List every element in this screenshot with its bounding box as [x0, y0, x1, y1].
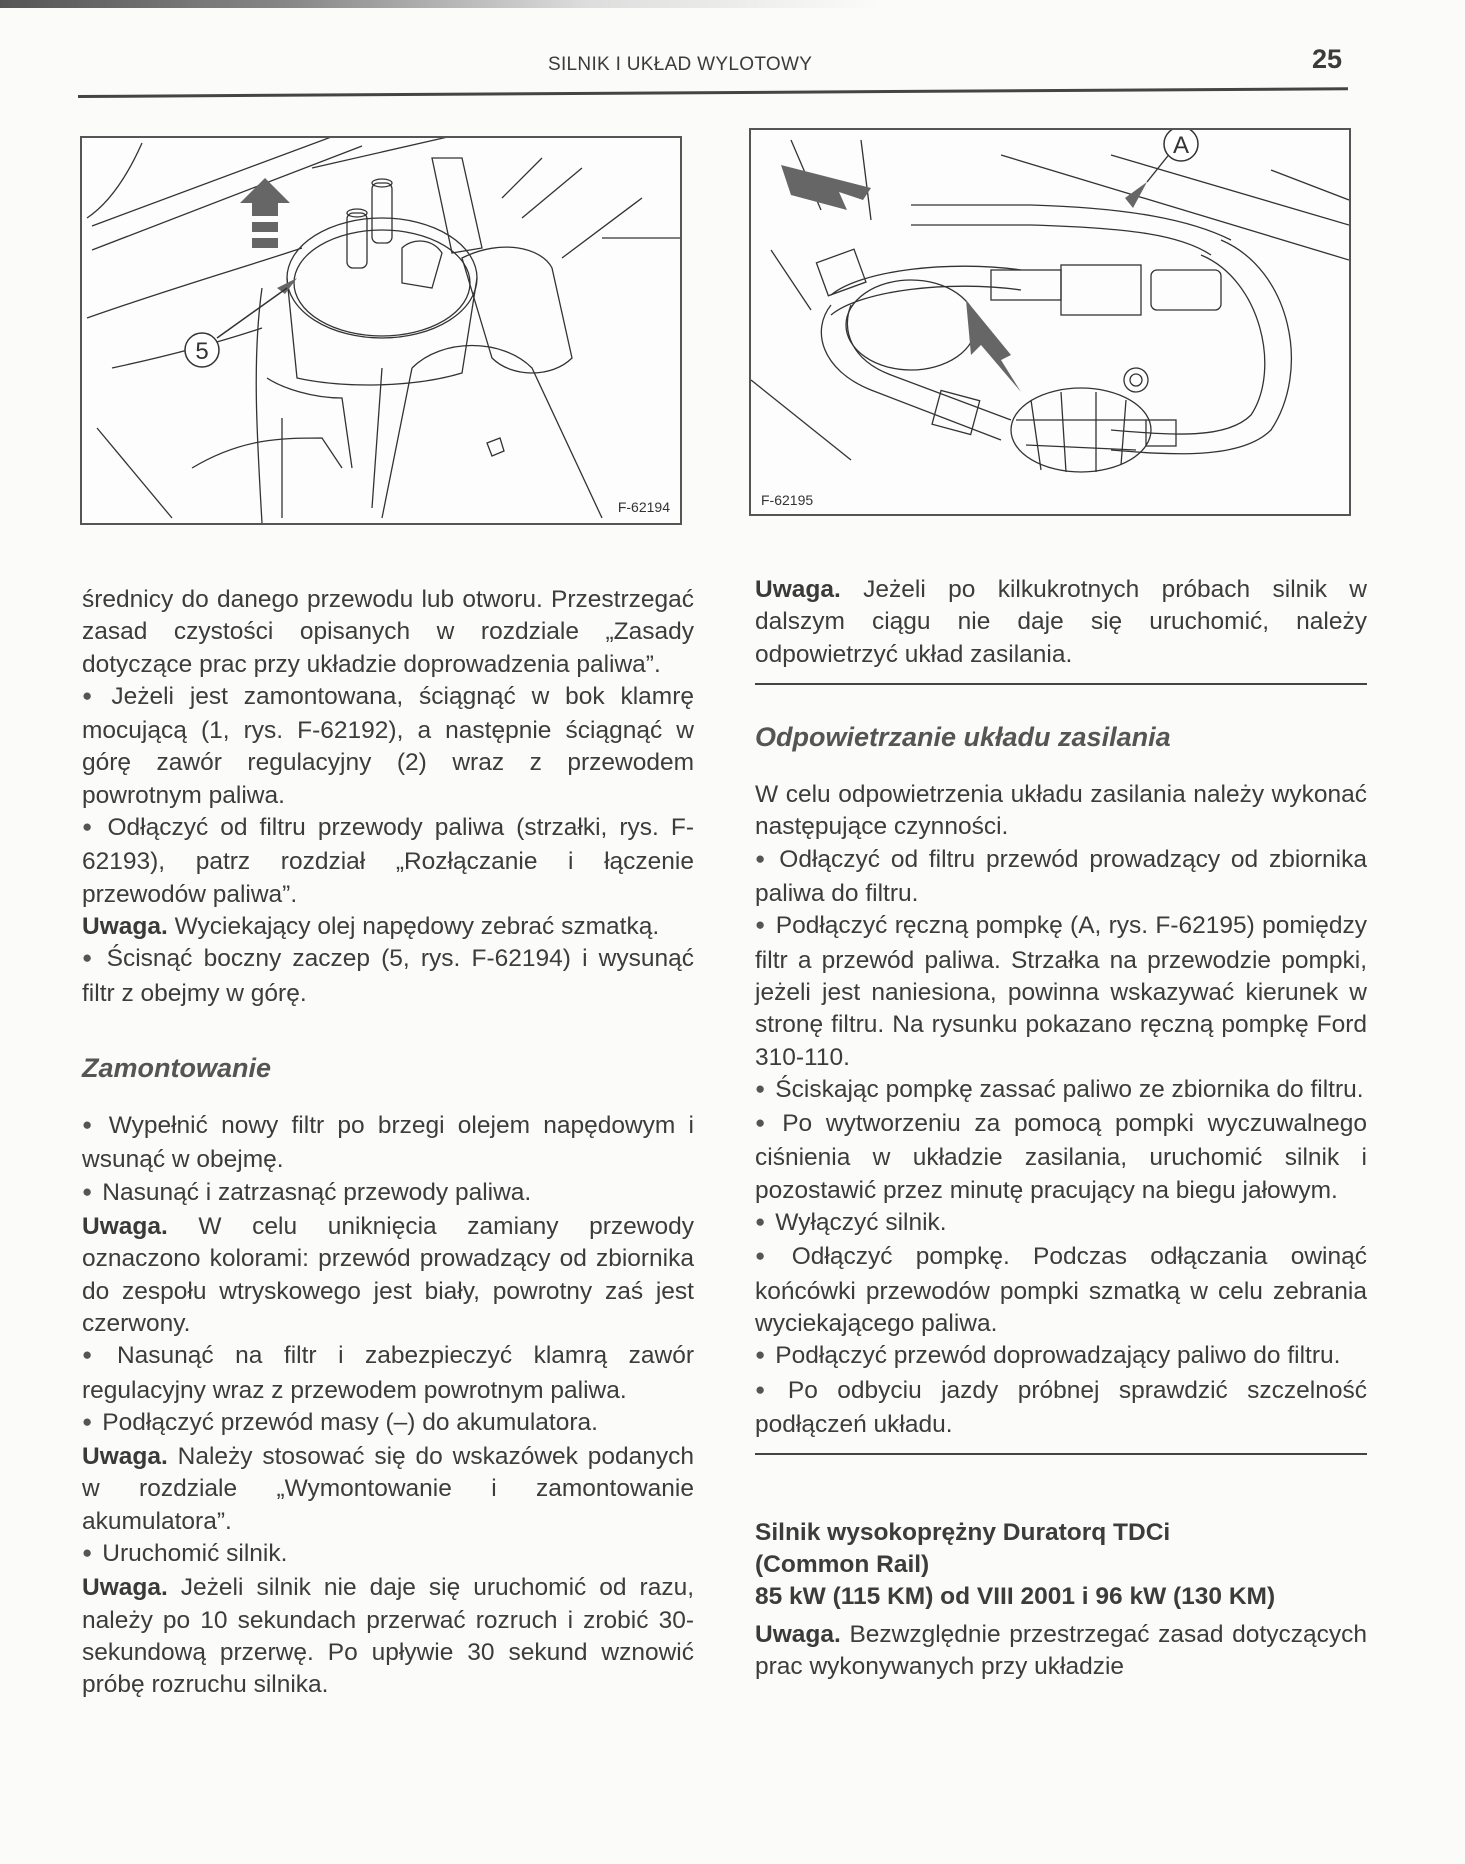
bullet-item: ● Wypełnić nowy filtr po brzegi olejem napędowym i wsunąć w obejmę. [82, 1110, 694, 1177]
section-heading: Zamontowanie [82, 1052, 272, 1083]
section-divider [755, 683, 1367, 685]
engine-heading-line: (Common Rail) [755, 1551, 930, 1579]
bullet-item: ● Wyłączyć silnik. [755, 1207, 1367, 1241]
bullet-item: ● Odłączyć pompkę. Podczas odłączania owinąć końcówki przewodów pompki szmatką w celu zebrania wyciekającego paliwa. [755, 1241, 1367, 1340]
engine-heading-line: Silnik wysokoprężny Duratorq TDCi [755, 1519, 1171, 1547]
note-text: Wyciekający olej napędowy zebrać szmatką. [174, 912, 660, 940]
callout-label: 5 [195, 338, 209, 365]
note-text: Jeżeli po kilkukrotnych próbach silnik w dalszym ciągu nie daje się uruchomić, należy odpowietrzyć układ zasilania. [755, 576, 1367, 668]
page-number: 25 [1312, 44, 1343, 74]
note-label: Uwaga. [755, 576, 841, 603]
right-column [755, 574, 1367, 1684]
note-text: Jeżeli silnik nie daje się uruchomić od razu, należy po 10 sekundach przerwać rozruch i zrobić 30-sekundową przerwę. Po upływie 30 sekund wznowić próbę rozruchu silnika. [82, 1574, 694, 1699]
figure-id-label: F-62195 [761, 492, 814, 508]
note [755, 574, 1367, 671]
hand-pump-illustration [751, 130, 1349, 514]
header-rule [78, 87, 1348, 98]
note [82, 1441, 694, 1538]
bullet-item: ● Jeżeli jest zamontowana, ściągnąć w bok klamrę mocującą (1, rys. F-62192), a następnie ściągnąć w górę zawór regulacyjny (2) wraz z przewodem powrotnym paliwa. [82, 681, 694, 812]
bullet-item: ● Po wytworzeniu za pomocą pompki wyczuwalnego ciśnienia w układzie zasilania, uruchomić silnik i pozostawić przez minutę pracujący na biegu jałowym. [755, 1108, 1367, 1207]
scan-edge-shadow [0, 0, 1465, 8]
bullet-item: ● Ściskając pompkę zassać paliwo ze zbiornika do filtru. [755, 1074, 1367, 1108]
bullet-item: ● Nasunąć i zatrzasnąć przewody paliwa. [82, 1177, 694, 1211]
bullet-item: ● Uruchomić silnik. [82, 1538, 694, 1572]
note-text: Bezwzględnie przestrzegać zasad dotyczących prac wykonywanych przy układzie [755, 1621, 1367, 1681]
note-label: Uwaga. [755, 1621, 841, 1649]
note-text: Należy stosować się do wskazówek podanych w rozdziale „Wymontowanie i zamontowanie akumulatora”. [82, 1443, 694, 1535]
section-heading: Odpowietrzanie układu zasilania [755, 721, 1171, 752]
note [82, 1572, 694, 1701]
bullet-item: ● Nasunąć na filtr i zabezpieczyć klamrą zawór regulacyjny wraz z przewodem powrotnym paliwa. [82, 1340, 694, 1407]
bullet-item: ● Podłączyć przewód doprowadzający paliwo do filtru. [755, 1340, 1367, 1374]
note [82, 911, 694, 943]
bullet-item: ● Podłączyć ręczną pompkę (A, rys. F-62195) pomiędzy filtr a przewód paliwa. Strzałka na przewodzie pompki, jeżeli jest naniesiona, powinna wskazywać kierunek w stronę filtru. Na rysunku pokazano ręczną pompkę Ford 310-110. [755, 910, 1367, 1073]
engine-heading-line: 85 kW (115 KM) od VIII 2001 i 96 kW (130 KM) [755, 1583, 1276, 1611]
note-label: Uwaga. [82, 1213, 168, 1241]
note-text: W celu uniknięcia zamiany przewody oznaczono kolorami: przewód prowadzący od zbiornika do zespołu wtryskowego jest biały, powrotny zaś jest czerwony. [82, 1213, 694, 1337]
running-header: SILNIK I UKŁAD WYLOTOWY [548, 54, 813, 75]
bullet-item: ● Podłączyć przewód masy (–) do akumulatora. [82, 1407, 694, 1441]
engine-heading [755, 1517, 1367, 1613]
note-label: Uwaga. [82, 1574, 168, 1602]
note [82, 1211, 694, 1340]
left-column [82, 584, 694, 1702]
section-divider [755, 1453, 1367, 1455]
paragraph: W celu odpowietrzenia układu zasilania należy wykonać następujące czynności. [755, 781, 1367, 841]
bullet-item: ● Odłączyć od filtru przewody paliwa (strzałki, rys. F-62193), patrz rozdział „Rozłączanie i łączenie przewodów paliwa”. [82, 812, 694, 911]
figure-id-label: F-62194 [617, 499, 670, 515]
figure-f-62195 [749, 128, 1351, 516]
paragraph: średnicy do danego przewodu lub otworu. Przestrzegać zasad czystości opisanych w rozdziale „Zasady dotyczące prac przy układzie doprowadzenia paliwa”. [82, 586, 694, 678]
bullet-item: ● Po odbyciu jazdy próbnej sprawdzić szczelność podłączeń układu. [755, 1375, 1367, 1442]
bullet-item: ● Odłączyć od filtru przewód prowadzący od zbiornika paliwa do filtru. [755, 844, 1367, 911]
bullet-item: ● Ścisnąć boczny zaczep (5, rys. F-62194) i wysunąć filtr z obejmy w górę. [82, 943, 694, 1010]
note [755, 1619, 1367, 1684]
note-label: Uwaga. [82, 912, 168, 940]
callout-label: A [1172, 132, 1190, 159]
fuel-filter-illustration [82, 138, 680, 523]
figure-f-62194 [80, 136, 682, 525]
note-label: Uwaga. [82, 1443, 168, 1471]
